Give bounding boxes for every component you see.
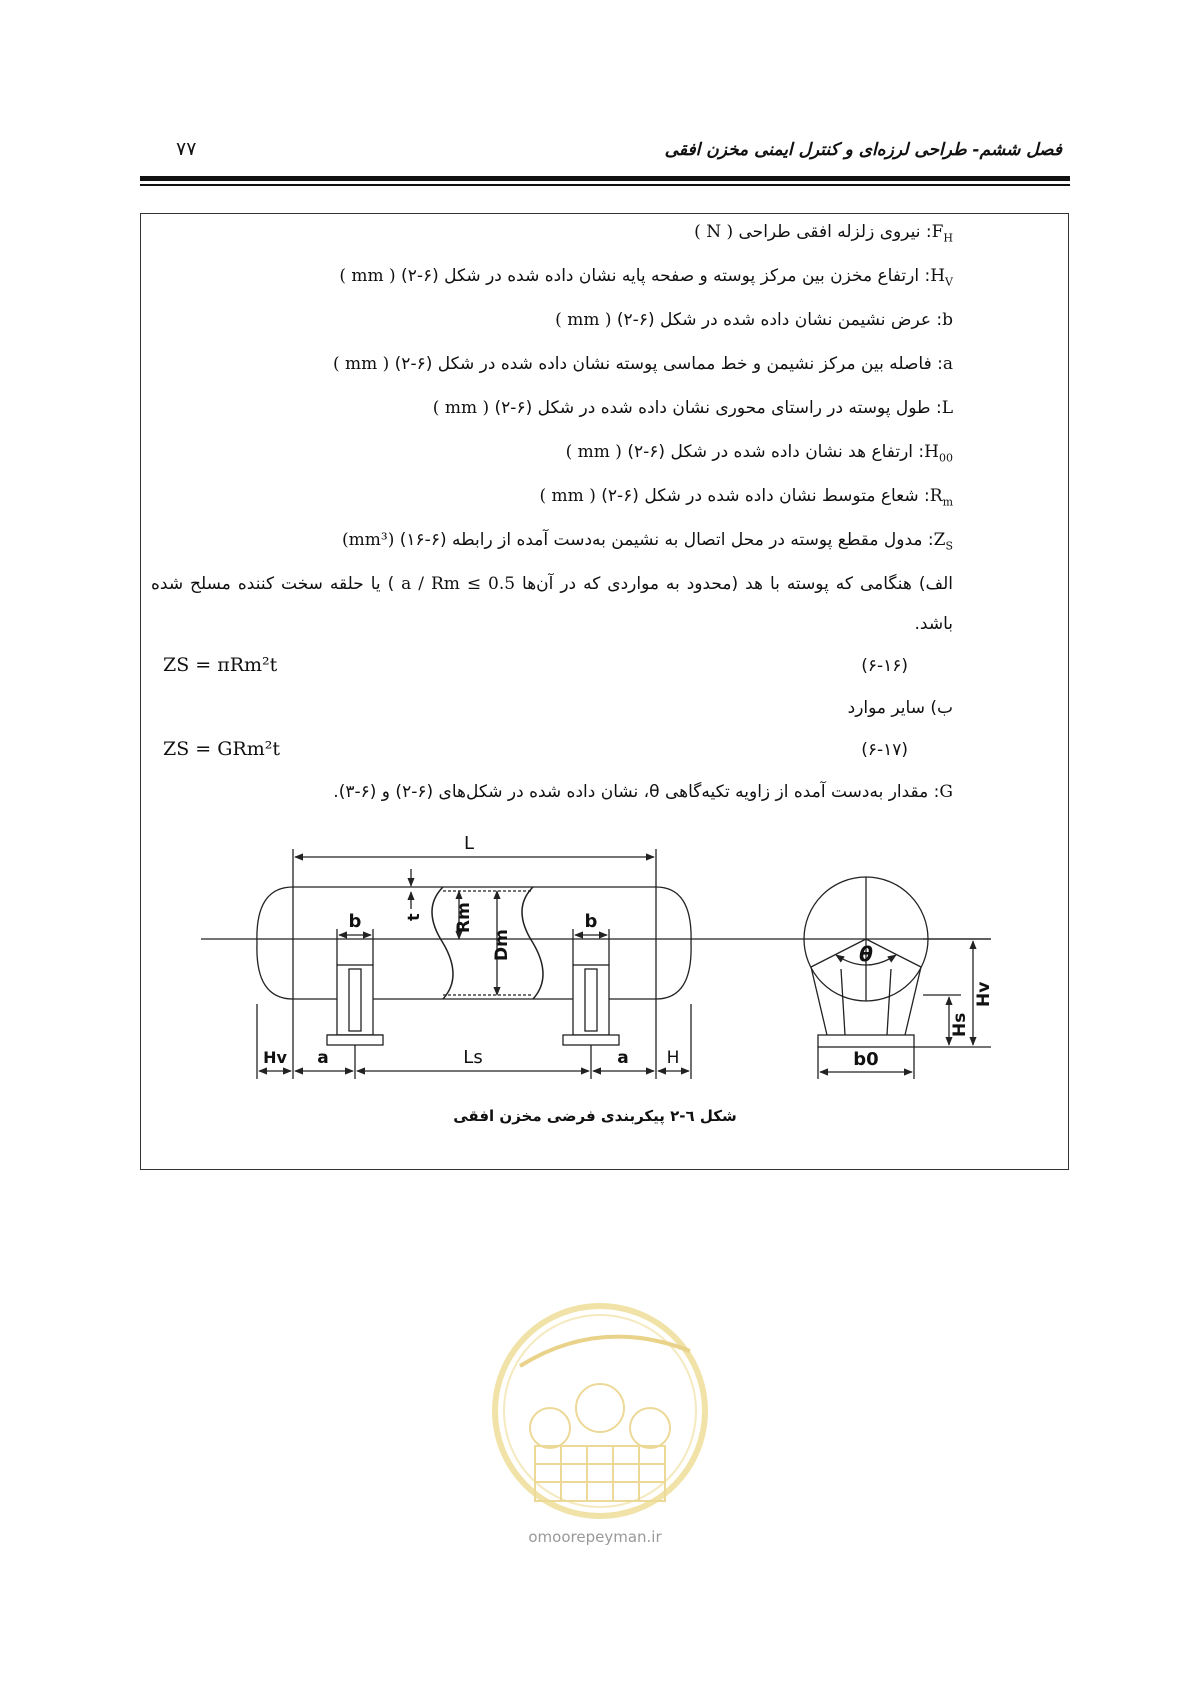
- label-a-left: a: [317, 1048, 329, 1068]
- definition-rm: $R_m$: شعاع متوسط نشان داده شده در شکل (۶-۲) ( mm ): [539, 486, 953, 509]
- page-number: ۷۷: [176, 138, 197, 160]
- equation-17-number: (۶-۱۷): [861, 740, 908, 760]
- label-a-right: a: [617, 1048, 629, 1068]
- shell-cutaway: [432, 887, 543, 999]
- label-rm: Rm: [454, 902, 474, 933]
- symbol: a: [942, 354, 953, 374]
- vessel-shell: [257, 849, 691, 1079]
- symbol: L: [941, 398, 953, 418]
- symbol: $R_m$: [929, 486, 953, 509]
- header-rule-thin: [140, 184, 1070, 186]
- right-saddle: [563, 929, 619, 1045]
- symbol: $Z_S$: [933, 530, 953, 553]
- label-ls: Ls: [463, 1047, 483, 1068]
- definition-g: G: مقدار به‌دست آمده از زاویه تکیه‌گاهی θ، نشان داده شده در شکل‌های (۶-۲) و (۶-۳).: [333, 782, 953, 802]
- definition-hv: $H_V$: ارتفاع مخزن بین مرکز پوسته و صفحه پایه نشان داده شده در شکل (۶-۲) ( mm ): [339, 266, 953, 289]
- figure-caption: شکل ٦-٢ پیکربندی فرضی مخزن افقی: [453, 1107, 737, 1125]
- equation-16-number: (۶-۱۶): [861, 656, 908, 676]
- label-hs: Hs: [950, 1012, 970, 1037]
- definition-zs: $Z_S$: مدول مقطع پوسته در محل اتصال به نشیمن به‌دست آمده از رابطه (۶-۱۶) (mm³): [342, 530, 953, 553]
- label-hv-side: Hv: [974, 981, 994, 1007]
- symbol: $H_V$: [930, 266, 953, 289]
- label-b-right: b: [584, 911, 598, 932]
- equation-17: ZS = GRm²t: [163, 738, 280, 760]
- label-theta: θ: [859, 942, 873, 966]
- definition-h00: $H_{00}$: ارتفاع هد نشان داده شده در شکل (۶-۲) ( mm ): [565, 442, 953, 465]
- symbol: $F_H$: [931, 222, 953, 245]
- label-t: t: [404, 913, 423, 921]
- case-b-paragraph: ب) سایر موارد: [847, 698, 953, 718]
- content-box: [140, 213, 1069, 1170]
- definition-l: L: طول پوسته در راستای محوری نشان داده شده در شکل (۶-۲) ( mm ): [432, 398, 953, 418]
- tank-figure: [201, 829, 1011, 1139]
- label-l: L: [463, 833, 475, 854]
- symbol: G: [939, 782, 953, 802]
- label-h: H: [666, 1048, 680, 1068]
- label-b0: b0: [853, 1049, 879, 1070]
- header-rule-thick: [140, 176, 1070, 181]
- chapter-title: فصل ششم- طراحی لرزه‌ای و کنترل ایمنی مخزن افقی: [664, 140, 1062, 160]
- definition-a: a: فاصله بین مرکز نشیمن و خط مماسی پوسته نشان داده شده در شکل (۶-۲) ( mm ): [332, 354, 953, 374]
- equation-16: ZS = πRm²t: [163, 654, 278, 676]
- side-view: [804, 877, 991, 1079]
- case-a-continuation: باشد.: [914, 614, 953, 634]
- case-a-paragraph: الف) هنگامی که پوسته با هد (محدود به مواردی که در آن‌ها a / Rm ≤ 0.5 ) یا حلقه سخت کننده مسلح شده: [151, 574, 953, 594]
- definition-b: b: عرض نشیمن نشان داده شده در شکل (۶-۲) ( mm ): [555, 310, 953, 330]
- left-saddle: [327, 929, 383, 1045]
- watermark-url: omoorepeyman.ir: [528, 1528, 662, 1546]
- definition-fh: $F_H$: نیروی زلزله افقی طراحی ( N ): [694, 222, 953, 245]
- case-a-condition: a / Rm ≤ 0.5: [401, 574, 516, 594]
- symbol: b: [942, 310, 953, 330]
- label-hv-bottom: Hv: [263, 1048, 287, 1067]
- label-dm: Dm: [492, 929, 512, 961]
- symbol: $H_{00}$: [924, 442, 953, 465]
- label-b-left: b: [348, 911, 362, 932]
